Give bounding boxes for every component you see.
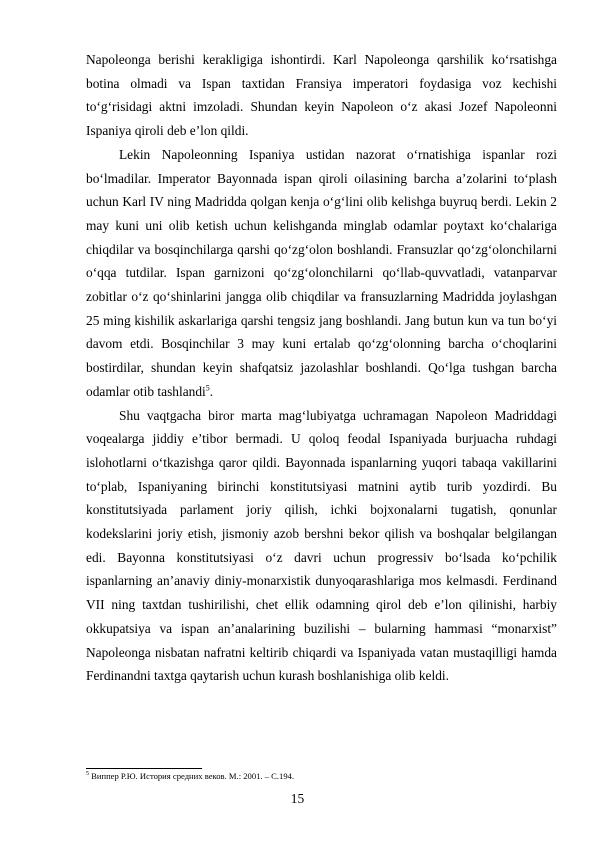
page-body bbox=[86, 48, 557, 688]
paragraph-1-text: Napoleonga berishi kerakligiga ishontirdi. Karl Napoleonga qarshilik ko‘rsatishga botina olmadi va Ispan taxtidan Fransiya imperatori foydasiga voz kechishi to‘g‘risidagi aktni imzoladi. Shundan keyin Napoleon o‘z akasi Jozef Napoleonni Ispaniya qiroli deb e’lon qildi. bbox=[86, 52, 557, 139]
paragraph-1 bbox=[86, 48, 557, 143]
paragraph-2-text: Lekin Napoleonning Ispaniya ustidan nazorat o‘rnatishiga ispanlar rozi bo‘lmadilar. Imperator Bayonnada ispan qiroli oilasining barcha a’zolarini to‘plash uchun Karl IV ning Madridda qolgan kenja o‘g‘lini olib kelishga buyruq berdi. Lekin 2 may kuni uni olib ketish uchun kelishganda minglab odamlar poytaxt ko‘chalariga chiqdilar va bosqinchilarga qarshi qo‘zg‘olon boshlandi. Fransuzlar qo‘zg‘olonchilarni o‘qqa tutdilar. Ispan garnizoni qo‘zg‘olonchilarni qo‘llab-quvvatladi, vatanparvar zobitlar o‘z qo‘shinlarini jangga olib chiqdilar va fransuzlarning Madridda joylashgan 25 ming kishilik askarlariga qarshi tengsiz jang boshlandi. Jang butun kun va tun bo‘yi davom etdi. Bosqinchilar 3 may kuni ertalab qo‘zg‘olonning barcha o‘choqlarini bostirdilar, shundan keyin shafqatsiz jazolashlar boshlandi. Qo‘lga tushgan barcha odamlar otib tashlandi bbox=[86, 146, 557, 399]
paragraph-3 bbox=[86, 404, 557, 688]
footnote-number: 5 bbox=[86, 771, 89, 778]
page-number: 15 bbox=[290, 791, 305, 806]
paragraph-2 bbox=[86, 143, 557, 404]
paragraph-2-tail: . bbox=[209, 383, 214, 399]
footnote-divider bbox=[86, 768, 202, 769]
footnote-reference[interactable]: 5 bbox=[205, 383, 210, 393]
footnote bbox=[86, 771, 294, 782]
paragraph-3-text: Shu vaqtgacha biror marta mag‘lubiyatga uchramagan Napoleon Madriddagi voqealarga jiddiy e’tibor bermadi. U qoloq feodal Ispaniyada burjuacha ruhdagi islohotlarni o‘tkazishga qaror qildi. Bayonnada ispanlarning yuqori tabaqa vakillarini to‘plab, Ispaniyaning birinchi konstitutsiyasi matnini aytib turib yozdirdi. Bu konstitutsiyada parlament joriy qilish, ichki bojxonalarni tugatish, qonunlar kodekslarini joriy etish, jismoniy azob bershni bekor qilish va boshqalar belgilangan edi. Bayonna konstitutsiyasi o‘z davri uchun progressiv bo‘lsada ko‘pchilik ispanlarning an’anaviy diniy-monarxistik dunyoqarashlariga mos kelmasdi. Ferdinand VII ning taxtdan tushirilishi, chet ellik odamning qirol deb e’lon qilinishi, harbiy okkupatsiya va ispan an’analarining buzilishi – bularning hammasi “monarxist” Napoleonga nisbatan nafratni keltirib chiqardi va Ispaniyada vatan mustaqilligi hamda Ferdinandni taxtga qaytarish uchun kurash boshlanishiga olib keldi. bbox=[86, 407, 557, 684]
footnote-text: Виппер Р.Ю. История средних веков. М.: 2001. – С.194. bbox=[89, 771, 295, 781]
